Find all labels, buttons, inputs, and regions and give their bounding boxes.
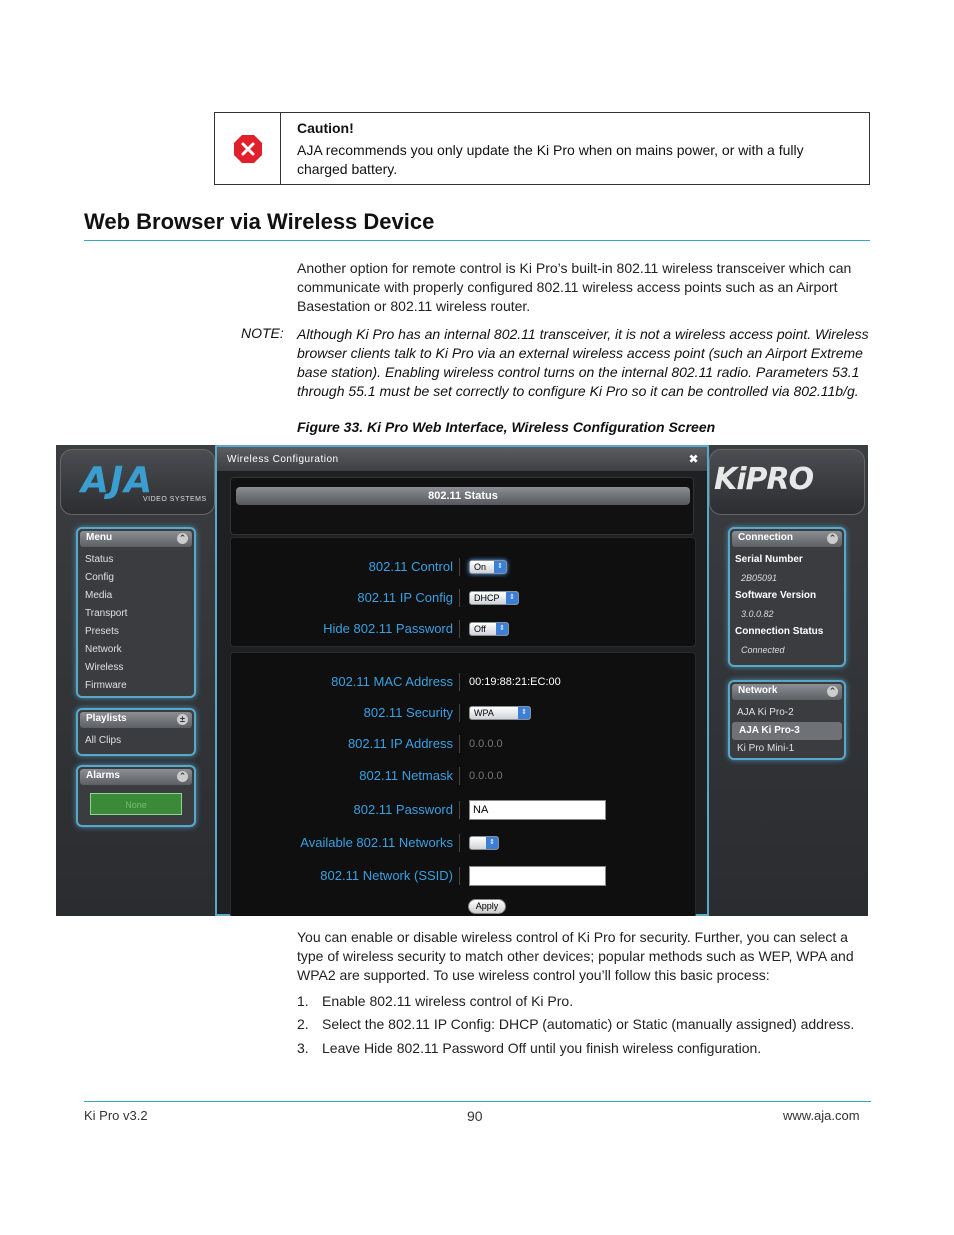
ip-value: 0.0.0.0	[469, 738, 503, 750]
figure-caption: Figure 33. Ki Pro Web Interface, Wireless Configuration Screen	[297, 419, 716, 435]
playlists-title-label: Playlists	[86, 713, 127, 724]
password-input[interactable]: NA	[469, 800, 606, 820]
select-arrow-icon: ⇕	[506, 592, 518, 604]
serial-value: 2B05091	[741, 573, 778, 583]
control-value: On	[474, 562, 487, 572]
select-arrow-icon: ⇕	[486, 837, 498, 849]
row-hide-password	[231, 619, 697, 639]
connection-status-value: Connected	[741, 645, 785, 655]
netmask-label: 802.11 Netmask	[359, 768, 453, 783]
menu-title-label: Menu	[86, 532, 113, 543]
menu-title	[80, 531, 192, 547]
step-number: 1.	[297, 993, 309, 1009]
row-netmask	[231, 766, 697, 786]
row-ssid	[231, 866, 697, 886]
select-arrow-icon: ⇕	[496, 623, 508, 635]
hide-password-label: Hide 802.11 Password	[323, 621, 453, 636]
security-label: 802.11 Security	[363, 705, 453, 720]
caution-title: Caution!	[297, 120, 354, 136]
step-number: 2.	[297, 1016, 309, 1032]
step-number: 3.	[297, 1040, 309, 1056]
add-remove-icon[interactable]: ±	[177, 714, 188, 725]
menu-item-config[interactable]: Config	[85, 572, 114, 583]
ip-label: 802.11 IP Address	[347, 736, 453, 751]
row-divider	[459, 673, 460, 691]
row-divider	[459, 620, 460, 638]
caution-icon-cell	[215, 113, 281, 184]
security-value: WPA	[474, 708, 494, 718]
hide-password-value: Off	[474, 624, 486, 634]
step-text: Enable 802.11 wireless control of Ki Pro.	[322, 993, 574, 1009]
menu-item-status[interactable]: Status	[85, 554, 114, 565]
aja-logo: AJA	[81, 460, 154, 501]
kipro-logo: KiPRO	[714, 462, 814, 497]
ip-config-value: DHCP	[474, 593, 500, 603]
status-box	[230, 477, 694, 535]
ssid-label: 802.11 Network (SSID)	[320, 868, 453, 883]
stop-x-icon	[233, 134, 263, 164]
row-divider	[459, 767, 460, 785]
ip-config-select[interactable]	[469, 591, 519, 605]
collapse-icon[interactable]: ⌃	[828, 686, 837, 696]
dialog-title: Wireless Configuration	[227, 454, 339, 465]
alarms-title	[80, 769, 192, 785]
header-logo-panel	[60, 449, 215, 515]
password-label: 802.11 Password	[353, 802, 453, 817]
menu-item-network[interactable]: Network	[85, 644, 122, 655]
status-bar[interactable]: 802.11 Status	[236, 487, 690, 505]
alarms-title-label: Alarms	[86, 770, 120, 781]
row-divider	[459, 834, 460, 852]
connection-title	[732, 531, 842, 547]
row-divider	[459, 704, 460, 722]
serial-label: Serial Number	[735, 554, 803, 565]
web-interface-screenshot	[56, 445, 868, 916]
network-item-selected[interactable]: AJA Ki Pro-3	[732, 722, 842, 740]
row-ip-config	[231, 588, 697, 608]
collapse-icon[interactable]: ⌃	[178, 533, 187, 543]
connection-panel	[728, 527, 846, 667]
row-mac	[231, 672, 697, 692]
software-label: Software Version	[735, 590, 817, 601]
software-value: 3.0.0.82	[741, 609, 774, 619]
mac-label: 802.11 MAC Address	[331, 674, 453, 689]
dialog-titlebar	[217, 447, 707, 471]
row-security	[231, 703, 697, 723]
intro-paragraph: Another option for remote control is Ki Pro’s built-in 802.11 wireless transceiver which can communicate with properly configured 802.11 wireless access points such as an Airport Basestation or 802.11 wireless router.	[297, 260, 852, 314]
menu-item-media[interactable]: Media	[85, 590, 113, 601]
menu-item-firmware[interactable]: Firmware	[85, 680, 127, 691]
mac-value: 00:19:88:21:EC:00	[469, 676, 561, 688]
after-paragraph: You can enable or disable wireless control of Ki Pro for security. Further, you can select a type of wireless security to match other devices; popular methods such as WEP, WPA and WPA2 are supported. To use wireless control you’ll follow this basic process:	[297, 929, 854, 983]
ip-config-label: 802.11 IP Config	[357, 590, 453, 605]
page-number: 90	[467, 1108, 483, 1124]
menu-item-wireless[interactable]: Wireless	[85, 662, 124, 673]
hide-password-select[interactable]	[469, 622, 509, 636]
footer-rule	[84, 1101, 871, 1102]
playlists-panel	[76, 708, 196, 756]
select-arrow-icon: ⇕	[518, 707, 530, 719]
row-divider	[459, 589, 460, 607]
footer-right: www.aja.com	[783, 1108, 860, 1123]
row-password	[231, 800, 697, 820]
network-title-label: Network	[738, 685, 778, 696]
networks-label: Available 802.11 Networks	[300, 835, 453, 850]
select-arrow-icon: ⇕	[494, 561, 506, 573]
row-control	[231, 557, 697, 577]
alarms-panel	[76, 765, 196, 827]
note-text: Although Ki Pro has an internal 802.11 transceiver, it is not a wireless access point. Wireless browser clients talk to Ki Pro via an external wireless access point (such an Airport Extreme base station). Enabling wireless control turns on the internal 802.11 radio. Parameters 53.1 through 55.1 must be set correctly to configure Ki Pro so it can be controlled via 802.11b/g.	[297, 326, 869, 399]
step-text: Select the 802.11 IP Config: DHCP (automatic) or Static (manually assigned) address.	[322, 1016, 855, 1032]
security-select[interactable]	[469, 706, 531, 720]
control-select[interactable]	[469, 560, 507, 574]
menu-item-presets[interactable]: Presets	[85, 626, 119, 637]
network-title	[732, 684, 842, 700]
footer-left: Ki Pro v3.2	[84, 1108, 148, 1123]
menu-item-transport[interactable]: Transport	[85, 608, 128, 619]
network-item[interactable]: Ki Pro Mini-1	[737, 743, 795, 754]
ssid-input[interactable]	[469, 866, 606, 886]
network-section	[230, 652, 696, 916]
playlist-item[interactable]: All Clips	[85, 735, 122, 746]
row-networks	[231, 833, 697, 853]
alarm-status-button[interactable]: None	[90, 793, 182, 815]
row-divider	[459, 558, 460, 576]
collapse-icon[interactable]: ⌃	[178, 771, 187, 781]
connection-title-label: Connection	[738, 532, 793, 543]
network-item[interactable]: AJA Ki Pro-2	[737, 707, 794, 718]
row-divider	[459, 867, 460, 885]
wireless-config-dialog	[215, 445, 709, 916]
networks-select[interactable]	[469, 836, 499, 850]
control-label: 802.11 Control	[368, 559, 453, 574]
netmask-value: 0.0.0.0	[469, 770, 503, 782]
settings-section	[230, 537, 696, 647]
menu-panel	[76, 527, 196, 698]
heading-rule	[84, 240, 870, 241]
connection-status-label: Connection Status	[735, 626, 824, 637]
network-panel	[728, 680, 846, 760]
step-text: Leave Hide 802.11 Password Off until you finish wireless configuration.	[322, 1040, 762, 1056]
caution-box	[214, 112, 870, 185]
aja-logo-subtitle: VIDEO SYSTEMS	[143, 496, 207, 503]
collapse-icon[interactable]: ⌃	[828, 533, 837, 543]
apply-button[interactable]: Apply	[468, 899, 506, 914]
row-divider	[459, 735, 460, 753]
note-label: NOTE:	[241, 325, 284, 341]
caution-text	[281, 113, 869, 184]
row-divider	[459, 801, 460, 819]
row-ip	[231, 734, 697, 754]
playlists-title	[80, 712, 192, 728]
caution-body: AJA recommends you only update the Ki Pro when on mains power, or with a fully charged battery.	[297, 142, 804, 177]
close-icon[interactable]: ✖	[688, 452, 699, 466]
header-brand-panel	[709, 449, 865, 515]
section-heading: Web Browser via Wireless Device	[84, 209, 435, 234]
